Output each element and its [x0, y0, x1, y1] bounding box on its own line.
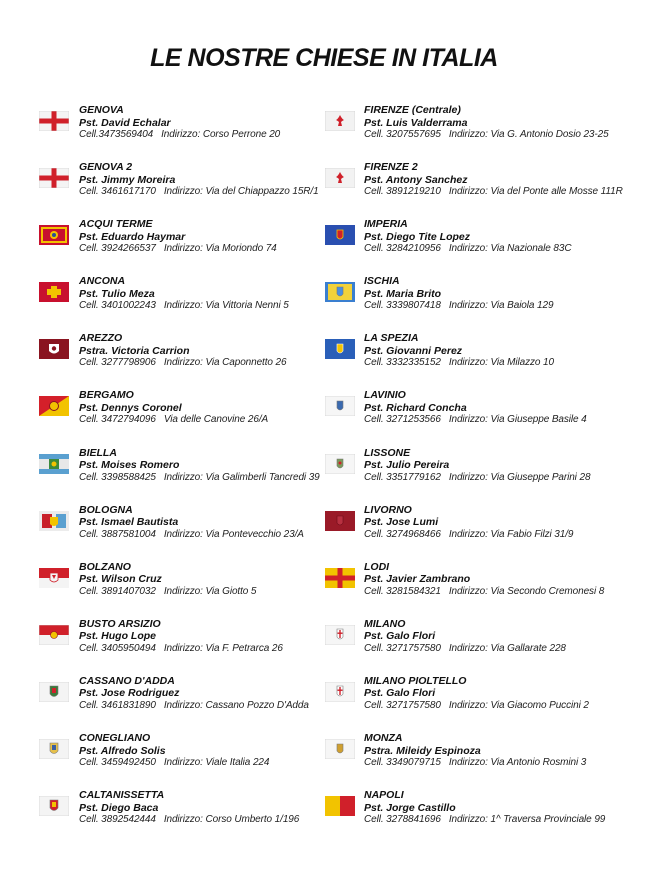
- church-contact: [364, 586, 604, 599]
- monza-flag-icon: [325, 739, 355, 759]
- church-contact: [364, 814, 605, 827]
- church-entry: [39, 161, 319, 218]
- firenze-flag-icon: [325, 168, 355, 188]
- church-details: [364, 161, 623, 199]
- church-address: Indirizzo: Via Giuseppe Basile 4: [448, 414, 587, 426]
- bolzano-flag-icon: [39, 568, 69, 588]
- church-entry: [325, 275, 645, 332]
- church-cell: Cell. 3472794096: [79, 414, 156, 426]
- church-contact: [364, 129, 609, 142]
- church-entry: [325, 618, 645, 675]
- church-city: BIELLA: [79, 446, 117, 459]
- church-entry: [39, 504, 314, 561]
- church-address: Indirizzo: Via G. Antonio Dosio 23-25: [448, 129, 609, 140]
- church-city: FIRENZE (Centrale): [364, 104, 461, 116]
- church-address: Indirizzo: Via Gallarate 228: [448, 642, 566, 654]
- church-pastor: Pst. David Echalar: [79, 116, 171, 129]
- church-address: Indirizzo: Via Vittoria Nenni 5: [163, 300, 289, 312]
- church-address: Indirizzo: Via Antonio Rosmini 3: [448, 757, 587, 769]
- church-cell: Cell. 3332335152: [364, 357, 441, 369]
- church-entry: [39, 218, 314, 275]
- church-contact: [364, 186, 623, 199]
- firenze-flag-icon: [325, 111, 355, 131]
- milano-flag-icon: [325, 625, 355, 645]
- church-contact: [79, 414, 268, 427]
- church-address: Indirizzo: Via Baiola 129: [448, 300, 554, 312]
- church-details: [79, 732, 269, 770]
- church-cell: Cell. 3887581004: [79, 528, 156, 540]
- church-cell: Cell. 3274968466: [364, 528, 441, 540]
- church-contact: [364, 700, 589, 713]
- church-cell: Cell. 3271253566: [364, 414, 441, 426]
- church-city: MONZA: [364, 732, 403, 745]
- church-address: Indirizzo: Via Giotto 5: [163, 585, 257, 597]
- church-city: ISCHIA: [364, 275, 400, 288]
- church-address: Indirizzo: 1^ Traversa Provinciale 99: [448, 814, 606, 826]
- church-details: [364, 447, 590, 485]
- church-details: [79, 789, 299, 827]
- church-cell: Cell. 3281584321: [364, 585, 441, 597]
- lavinio-flag-icon: [325, 396, 355, 416]
- church-city: LODI: [364, 560, 390, 573]
- church-pastor: Pst. Wilson Cruz: [79, 573, 162, 586]
- church-pastor: Pst. Galo Flori: [364, 630, 436, 643]
- church-pastor: Pst. Luis Valderrama: [364, 116, 468, 129]
- church-entry: [325, 218, 645, 275]
- church-city: GENOVA: [79, 104, 124, 116]
- church-details: [79, 618, 283, 656]
- church-city: LIVORNO: [364, 503, 412, 516]
- church-city: NAPOLI: [364, 789, 404, 802]
- church-city: LAVINIO: [364, 389, 406, 402]
- church-pastor: Pst. Jimmy Moreira: [79, 173, 176, 186]
- church-contact: [364, 243, 571, 256]
- church-details: [364, 332, 554, 370]
- church-details: [79, 675, 309, 713]
- church-contact: [79, 300, 289, 313]
- church-address: Indirizzo: Corso Umberto 1/196: [163, 814, 300, 826]
- church-pastor: Pst. Dennys Coronel: [79, 401, 182, 414]
- church-details: [364, 275, 553, 313]
- church-city: LISSONE: [364, 446, 411, 459]
- la-spezia-flag-icon: [325, 339, 355, 359]
- arezzo-flag-icon: [39, 339, 69, 359]
- milano-flag-icon: [325, 682, 355, 702]
- church-pastor: Pstra. Mileidy Espinoza: [364, 744, 481, 757]
- church-entry: [325, 332, 645, 389]
- church-details: [79, 561, 256, 599]
- church-cell: Cell. 3271757580: [364, 699, 441, 711]
- church-entry: [325, 504, 645, 561]
- church-city: CASSANO D'ADDA: [79, 674, 175, 687]
- church-city: BOLZANO: [79, 560, 131, 573]
- lissone-flag-icon: [325, 454, 355, 474]
- church-address: Indirizzo: Via Pontevecchio 23/A: [163, 528, 304, 540]
- church-cell: Cell. 3892542444: [79, 814, 156, 826]
- church-address: Indirizzo: Viale Italia 224: [163, 757, 270, 769]
- church-cell: Cell. 3405950494: [79, 642, 156, 654]
- church-address: Indirizzo: Via Galimberli Tancredi 39: [163, 471, 320, 483]
- church-entry: [325, 675, 645, 732]
- church-details: [364, 561, 604, 599]
- church-city: GENOVA 2: [79, 161, 133, 174]
- church-entry: [39, 389, 314, 446]
- church-contact: [79, 700, 309, 713]
- church-city: BUSTO ARSIZIO: [79, 617, 161, 630]
- church-pastor: Pst. Giovanni Perez: [364, 344, 463, 357]
- lodi-flag-icon: [325, 568, 355, 588]
- church-city: MILANO: [364, 617, 406, 630]
- church-entry: [325, 732, 645, 789]
- church-city: CALTANISSETTA: [79, 789, 165, 802]
- church-pastor: Pst. Hugo Lope: [79, 630, 156, 643]
- church-contact: [79, 357, 286, 370]
- church-entry: [325, 104, 645, 161]
- church-pastor: Pst. Diego Baca: [79, 801, 159, 814]
- page-title: LE NOSTRE CHIESE IN ITALIA: [150, 44, 498, 72]
- church-entry: [39, 561, 314, 618]
- church-address: Indirizzo: Cassano Pozzo D'Adda: [163, 699, 309, 711]
- church-entry: [39, 789, 314, 846]
- livorno-flag-icon: [325, 511, 355, 531]
- church-details: [364, 218, 571, 256]
- church-entry: [325, 561, 645, 618]
- ancona-flag-icon: [39, 282, 69, 302]
- biella-flag-icon: [39, 454, 69, 474]
- church-address: Indirizzo: Via del Chiappazzo 15R/1: [163, 186, 319, 198]
- church-address: Indirizzo: Via Caponnetto 26: [163, 357, 287, 369]
- church-details: [79, 104, 280, 142]
- church-address: Indirizzo: Via Giuseppe Parini 28: [448, 471, 591, 483]
- church-entry: [39, 618, 314, 675]
- napoli-flag-icon: [325, 796, 355, 816]
- church-city: CONEGLIANO: [79, 732, 151, 745]
- church-contact: [79, 529, 304, 542]
- church-entry: [39, 332, 314, 389]
- church-entry: [39, 104, 314, 161]
- church-details: [79, 447, 320, 485]
- church-cell: Cell. 3461617170: [79, 186, 156, 198]
- church-contact: [79, 243, 277, 256]
- church-cell: Cell. 3891407032: [79, 585, 156, 597]
- church-cell: Cell. 3891219210: [364, 186, 441, 198]
- church-contact: [79, 757, 269, 770]
- church-pastor: Pst. Moises Romero: [79, 459, 180, 472]
- church-details: [79, 275, 289, 313]
- church-contact: [79, 129, 280, 142]
- church-cell: Cell. 3207557695: [364, 129, 441, 140]
- church-cell: Cell. 3284210956: [364, 243, 441, 255]
- church-contact: [364, 757, 586, 770]
- church-address: Indirizzo: Via Secondo Cremonesi 8: [448, 585, 605, 597]
- church-entry: [325, 447, 645, 504]
- church-entry: [39, 732, 314, 789]
- genova-flag-icon: [39, 111, 69, 131]
- acqui-terme-flag-icon: [39, 225, 69, 245]
- right-column: [325, 104, 645, 846]
- church-cell: Cell. 3924266537: [79, 243, 156, 255]
- church-city: ACQUI TERME: [79, 218, 153, 231]
- church-cell: Cell. 3339807418: [364, 300, 441, 312]
- church-address: Indirizzo: Via Moriondo 74: [163, 243, 277, 255]
- church-pastor: Pst. Galo Flori: [364, 687, 436, 700]
- church-cell: Cell. 3401002243: [79, 300, 156, 312]
- church-address: Via delle Canovine 26/A: [163, 414, 269, 426]
- church-city: AREZZO: [79, 332, 123, 345]
- church-details: [364, 504, 573, 542]
- church-entry: [325, 161, 645, 218]
- church-cell: Cell. 3351779162: [364, 471, 441, 483]
- church-details: [79, 332, 286, 370]
- bologna-flag-icon: [39, 511, 69, 531]
- church-entry: [325, 389, 645, 446]
- busto-arsizio-flag-icon: [39, 625, 69, 645]
- church-pastor: Pst. Diego Tite Lopez: [364, 230, 470, 243]
- church-entry: [39, 675, 314, 732]
- church-cell: Cell.3473569404: [79, 129, 154, 140]
- church-cell: Cell. 3461831890: [79, 699, 156, 711]
- caltanissetta-flag-icon: [39, 796, 69, 816]
- church-address: Indirizzo: Via Milazzo 10: [448, 357, 554, 369]
- church-entry: [39, 446, 320, 504]
- church-contact: [364, 529, 573, 542]
- church-address: Indirizzo: Via Nazionale 83C: [448, 243, 572, 255]
- church-details: [79, 504, 304, 542]
- ischia-flag-icon: [325, 282, 355, 302]
- church-details: [364, 104, 609, 142]
- church-city: BERGAMO: [79, 389, 134, 402]
- church-address: Indirizzo: Via F. Petrarca 26: [163, 642, 283, 654]
- left-column: [39, 104, 320, 846]
- church-pastor: Pst. Alfredo Solis: [79, 744, 166, 757]
- church-entry: [325, 789, 645, 846]
- church-pastor: Pst. Maria Brito: [364, 287, 442, 300]
- church-entry: [39, 275, 314, 332]
- church-contact: [364, 357, 554, 370]
- church-pastor: Pst. Javier Zambrano: [364, 573, 471, 586]
- church-contact: [79, 643, 283, 656]
- church-details: [364, 675, 589, 713]
- church-cell: Cell. 3349079715: [364, 757, 441, 769]
- church-pastor: Pst. Richard Concha: [364, 401, 467, 414]
- church-contact: [79, 586, 256, 599]
- church-pastor: Pstra. Victoria Carrion: [79, 344, 190, 357]
- church-city: ANCONA: [79, 275, 126, 288]
- church-contact: [79, 472, 320, 485]
- church-city: FIRENZE 2: [364, 161, 418, 174]
- conegliano-flag-icon: [39, 739, 69, 759]
- church-city: BOLOGNA: [79, 503, 133, 516]
- church-contact: [364, 414, 587, 427]
- church-contact: [79, 814, 299, 827]
- church-pastor: Pst. Jorge Castillo: [364, 801, 456, 814]
- church-details: [79, 389, 268, 427]
- church-contact: [364, 472, 590, 485]
- church-pastor: Pst. Julio Pereira: [364, 459, 450, 472]
- church-pastor: Pst. Eduardo Haymar: [79, 230, 186, 243]
- church-cell: Cell. 3278841696: [364, 814, 441, 826]
- church-address: Indirizzo: Via Giacomo Puccini 2: [448, 699, 589, 711]
- church-details: [364, 618, 566, 656]
- church-cell: Cell. 3271757580: [364, 642, 441, 654]
- church-cell: Cell. 3277798906: [79, 357, 156, 369]
- church-pastor: Pst. Jose Lumi: [364, 516, 439, 529]
- church-pastor: Pst. Ismael Bautista: [79, 516, 179, 529]
- church-city: MILANO PIOLTELLO: [364, 674, 467, 687]
- church-contact: [364, 643, 566, 656]
- church-contact: [79, 186, 319, 199]
- church-details: [79, 161, 319, 199]
- church-pastor: Pst. Antony Sanchez: [364, 173, 468, 186]
- church-details: [79, 218, 277, 256]
- church-contact: [364, 300, 553, 313]
- church-city: IMPERIA: [364, 218, 408, 231]
- church-cell: Cell. 3459492450: [79, 757, 156, 769]
- genova-flag-icon: [39, 168, 69, 188]
- church-details: [364, 389, 587, 427]
- cassano-dadda-flag-icon: [39, 682, 69, 702]
- church-pastor: Pst. Tulio Meza: [79, 287, 155, 300]
- imperia-flag-icon: [325, 225, 355, 245]
- church-address: Indirizzo: Corso Perrone 20: [161, 129, 281, 140]
- church-pastor: Pst. Jose Rodriguez: [79, 687, 180, 700]
- church-address: Indirizzo: Via del Ponte alle Mosse 111R: [448, 186, 623, 198]
- church-details: [364, 732, 586, 770]
- church-city: LA SPEZIA: [364, 332, 419, 345]
- church-details: [364, 789, 605, 827]
- church-address: Indirizzo: Via Fabio Filzi 31/9: [448, 528, 574, 540]
- church-cell: Cell. 3398588425: [79, 471, 156, 483]
- bergamo-flag-icon: [39, 396, 69, 416]
